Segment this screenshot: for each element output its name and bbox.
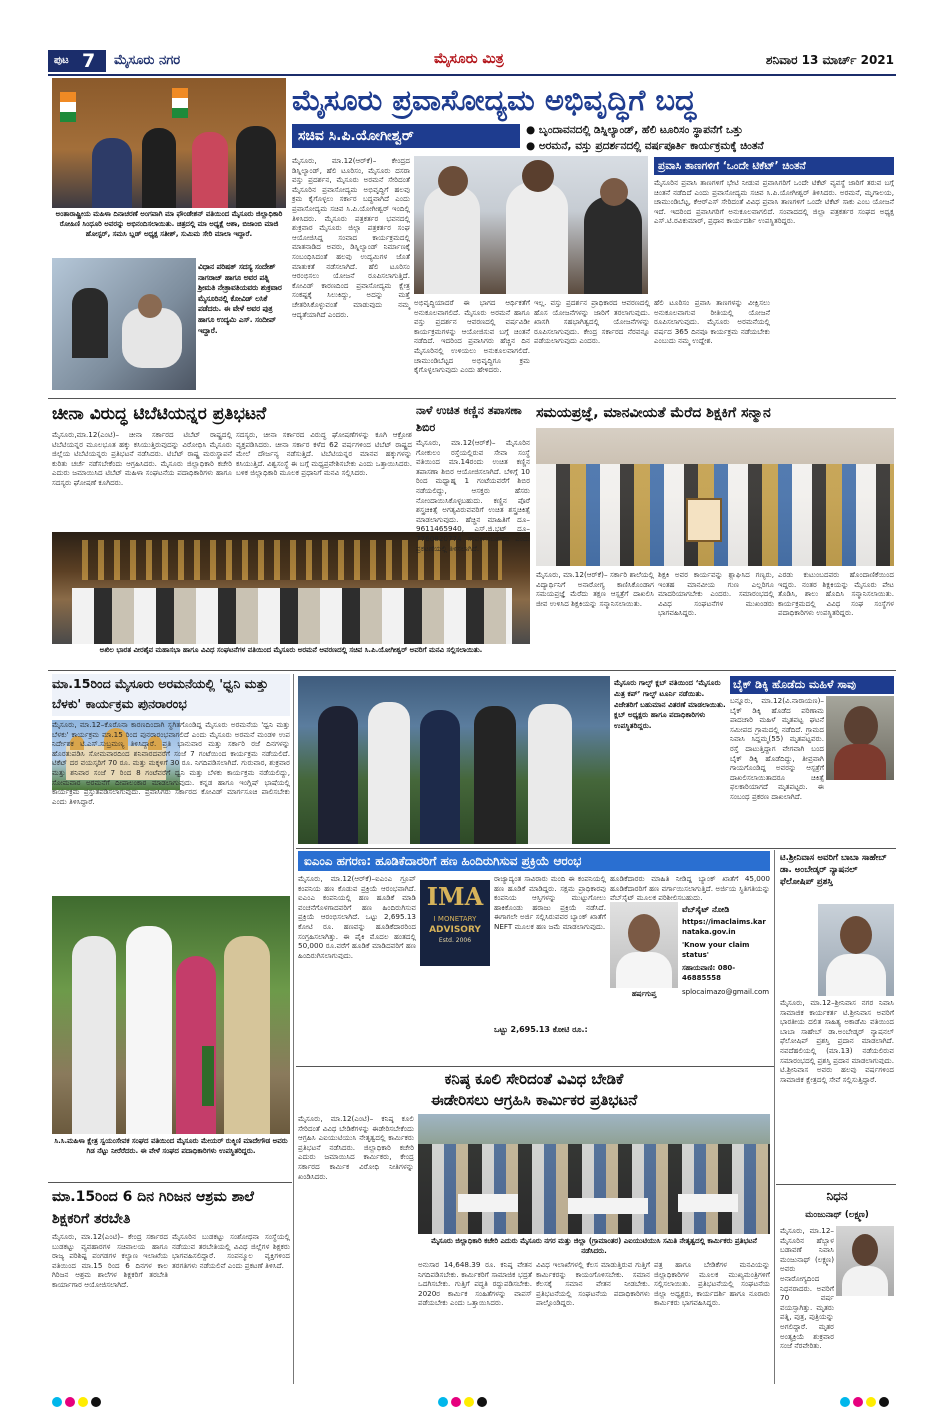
golf-award-caption: ಮೈಸೂರು ಗಾಲ್ಫ್ ಕ್ಲಬ್ ವತಿಯಿಂದ ‘ಮೈಸೂರು ಮಿತ್ರ ಕಪ್’ ಗಾಲ್ಫ್ ಟೂರ್ನಿ ನಡೆಯಿತು. ವಿಜೇತರಿಗೆ ಬಹುಮಾನ ವಿತರಣೆ ಮಾಡಲಾಯಿತು. ಕ್ಲಬ್ ಅಧ್ಯಕ್ಷರು ಹಾಗೂ ಪದಾಧಿಕಾರಿಗಳು ಉಪಸ್ಥಿತರಿದ್ದರು. (614, 678, 726, 731)
honor-col-2: ಶಿಕ್ಷಕಿ ಅವರ ಕಾರ್ಯವನ್ನು ಶ್ಲಾಘಿಸಿದ ಗಣ್ಯರು, ಇಂತಹ ಮಾನವೀಯ ಗುಣ ಎಲ್ಲರಿಗೂ ಮಾದರಿಯಾಗಬೇಕು ಎಂದರು. ಸಮಾರಂಭದಲ್ಲಿ ವಿವಿಧ ಸಂಘಟನೆಗಳ ಮುಖಂಡರು ಭಾಗವಹಿಸಿದ್ದರು. (658, 570, 774, 618)
obituary-headline: ನಿಧನ (826, 1189, 848, 1203)
tribal-col-2: ಮೈಸೂರಿನ ಬುಡಕಟ್ಟು ಸಂಶೋಧನಾ ಸಂಸ್ಥೆಯಲ್ಲಿ ನಡೆಯುವ ತರಬೇತಿಯಲ್ಲಿ ವಿವಿಧ ಜಿಲ್ಲೆಗಳ ಶಿಕ್ಷಕರು ಭಾಗವಹಿಸಲಿದ್ದಾರೆ. ಸಂಪನ್ಮೂಲ ವ್ಯಕ್ತಿಗಳಿಂದ ತರಗತಿಗಳು ನಡೆಯಲಿವೆ ಎಂದು ಪ್ರಕಟಣೆ ತಿಳಿಸಿದೆ. (172, 1232, 290, 1270)
workers-headline-2: ಈಡೇರಿಸಲು ಆಗ್ರಹಿಸಿ ಕಾರ್ಮಿಕರ ಪ್ರತಿಭಟನೆ (430, 1091, 638, 1109)
tribal-col-1: ಮೈಸೂರು, ಮಾ.12(ಎಂಟಿ)– ಕೇಂದ್ರ ಸರ್ಕಾರದ ಬುಡಕಟ್ಟು ವ್ಯವಹಾರಗಳ ಸಚಿವಾಲಯ ಹಾಗೂ ರಾಜ್ಯ ಪರಿಶಿಷ್ಟ ಪಂಗಡಗಳ ಕಲ್ಯಾಣ ಇಲಾಖೆಯ ವತಿಯಿಂದ ಮಾ.15 ರಿಂದ 6 ದಿನಗಳ ಕಾಲ ಗಿರಿಜನ ಆಶ್ರಮ ಶಾಲೆಗಳ ಶಿಕ್ಷಕರಿಗೆ ತರಬೇತಿ ಕಾರ್ಯಾಗಾರ ಆಯೋಜಿಸಲಾಗಿದೆ. (52, 1232, 168, 1289)
ima-logo-estd: Estd. 2006 (438, 937, 472, 944)
header-rule (48, 74, 896, 76)
lead-col-3: ಇಲ್ಲ. ವಸ್ತು ಪ್ರದರ್ಶನ ಪ್ರಾಧಿಕಾರದ ಆವರಣದಲ್ಲಿ ಹೊಸ ಯೋಜನೆಗಳನ್ನು ಜಾರಿಗೆ ತರಲಾಗುವುದು. ಖಾಸಗಿ ಸಹಭಾಗಿತ್ವದಲ್ಲಿ ಯೋಜನೆಗಳನ್ನು ರೂಪಿಸಲಾಗುವುದು. ಕೇಂದ್ರ ಸರ್ಕಾರದ ನೆರವನ್ನೂ ಪಡೆಯಲಾಗುವುದು ಎಂದರು. (534, 298, 650, 346)
mahila-day-caption: ಅಂತಾರಾಷ್ಟ್ರೀಯ ಮಹಿಳಾ ದಿನಾಚರಣೆ ಅಂಗವಾಗಿ ಮಾ ಫೌಂಡೇಶನ್ ವತಿಯಿಂದ ಮೈಸೂರು ಜಿಲ್ಲಾಧಿಕಾರಿ ರೋಹಿಣಿ ಸಿಂಧೂರಿ ಅವರನ್ನು ಅಭಿನಂದಿಸಲಾಯಿತು. ಚಿತ್ರದಲ್ಲಿ ಮಾ ಅಧ್ಯಕ್ಷೆ ಆಶಾ, ಬಿಜಾಂಬಿ ಮಾಜಿ ಹೋಸ್ಟರ್, ಸಮಸಿ ಬ್ಲಡ್ ಅಧ್ಯಕ್ಷ ಸತೀಶ್, ಸುಮಿಮ ಸೇರಿ ಮಾಲಾ ಇದ್ದಾರೆ. (55, 210, 283, 238)
workers-col-1: ಮೈಸೂರು, ಮಾ.12(ಎಂಟಿ)– ಕನಿಷ್ಠ ಕೂಲಿ ಸೇರಿದಂತೆ ವಿವಿಧ ಬೇಡಿಕೆಗಳನ್ನು ಈಡೇರಿಸಬೇಕೆಂದು ಆಗ್ರಹಿಸಿ ಎಐಯುಟಿಯುಸಿ ನೇತೃತ್ವದಲ್ಲಿ ಕಾರ್ಮಿಕರು ಪ್ರತಿಭಟನೆ ನಡೆಸಿದರು. ಜಿಲ್ಲಾಧಿಕಾರಿ ಕಚೇರಿ ಎದುರು ಜಮಾಯಿಸಿದ ಕಾರ್ಮಿಕರು, ಕೇಂದ್ರ ಸರ್ಕಾರದ ಕಾರ್ಮಿಕ ವಿರೋಧಿ ನೀತಿಗಳನ್ನು ಖಂಡಿಸಿದರು. (298, 1114, 414, 1181)
ima-website-url[interactable]: https://imaclaims.karnataka.gov.in (682, 918, 766, 936)
edition-date: ಶನಿವಾರ 13 ಮಾರ್ಚ್ 2021 (765, 53, 894, 67)
ima-col-2: ರಾಜ್ಯಾದ್ಯಂತ ಸಾವಿರಾರು ಮಂದಿ ಈ ಕಂಪನಿಯಲ್ಲಿ ಹಣ ಹೂಡಿಕೆ ಮಾಡಿದ್ದರು. ಸಕ್ಷಮ ಪ್ರಾಧಿಕಾರವು ಕಂಪನಿಯ ಆಸ್ತಿಗಳನ್ನು ಮುಟ್ಟುಗೋಲು ಹಾಕಿಕೊಂಡು ಹರಾಜು ಪ್ರಕ್ರಿಯೆ ನಡೆಸಿದೆ. ಈಗಾಗಲೇ ಅರ್ಜಿ ಸಲ್ಲಿಸಿರುವವರ ಬ್ಯಾಂಕ್ ಖಾತೆಗೆ NEFT ಮೂಲಕ ಹಣ ಜಮೆ ಮಾಡಲಾಗುವುದು. (494, 874, 606, 931)
ima-claim-status: 'Know your claim status' (682, 941, 750, 959)
registration-marks-right (840, 1392, 920, 1404)
palace-body: ಮೈಸೂರು, ಮಾ.12–ಕೊರೊನಾ ಕಾರಣದಿಂದಾಗಿ ಸ್ಥಗಿತಗೊಂಡಿದ್ದ ಮೈಸೂರು ಅರಮನೆಯ 'ಧ್ವನಿ ಮತ್ತು ಬೆಳಕು' ಕಾರ್ಯಕ್ರಮ ಮಾ.15 ರಿಂದ ಪುನರಾರಂಭವಾಗಲಿದೆ ಎಂದು ಮೈಸೂರು ಅರಮನೆ ಮಂಡಳಿ ಉಪ ನಿರ್ದೇಶಕ ಟಿ.ಎಸ್.ಸುಬ್ರಮಣ್ಯ ತಿಳಿಸಿದ್ದಾರೆ. ಪ್ರತಿ ಭಾನುವಾರ ಮತ್ತು ಸರ್ಕಾರಿ ರಜೆ ದಿನಗಳನ್ನು ಹೊರತುಪಡಿಸಿ ಸೋಮವಾರದಿಂದ ಶನಿವಾರದವರೆಗೆ ಸಂಜೆ 7 ಗಂಟೆಯಿಂದ ಕಾರ್ಯಕ್ರಮ ನಡೆಯಲಿದೆ. ಟಿಕೆಟ್ ದರ ವಯಸ್ಕರಿಗೆ 70 ರೂ. ಮತ್ತು ಮಕ್ಕಳಿಗೆ 30 ರೂ. ನಿಗದಿಪಡಿಸಲಾಗಿದೆ. ಗುರುವಾರ, ಶುಕ್ರವಾರ ಮತ್ತು ಶನಿವಾರ ಸಂಜೆ 7 ರಿಂದ 8 ಗಂಟೆವರೆಗೆ ಧ್ವನಿ ಮತ್ತು ಬೆಳಕು ಕಾರ್ಯಕ್ರಮ ನಡೆಯಲಿದ್ದು, ಸೋಮವಾರ ಅರಮನೆಗೆ ದೀಪಾಲಂಕಾರ ಮಾಡಲಾಗುವುದು. ಕನ್ನಡ ಹಾಗೂ ಇಂಗ್ಲಿಷ್ ಭಾಷೆಯಲ್ಲಿ ಕಾರ್ಯಕ್ರಮ ಪ್ರಸ್ತುತಪಡಿಸಲಾಗುವುದು. ಪ್ರವಾಸಿಗರು ಸರ್ಕಾರದ ಕೋವಿಡ್ ಮಾರ್ಗಸೂಚಿ ಪಾಲಿಸಬೇಕು ಎಂದು ತಿಳಿಸಿದ್ದಾರೆ. (52, 720, 290, 806)
ima-logo-name: IMA (426, 882, 484, 911)
lead-col-5: ಮೈಸೂರಿನ ಪ್ರವಾಸಿ ತಾಣಗಳಿಗೆ ಭೇಟಿ ನೀಡುವ ಪ್ರವಾಸಿಗರಿಗೆ ಒಂದೇ ಟಿಕೆಟ್ ವ್ಯವಸ್ಥೆ ಜಾರಿಗೆ ತರುವ ಬಗ್ಗೆ ಚಿಂತನೆ ನಡೆದಿದೆ ಎಂದು ಪ್ರವಾಸೋದ್ಯಮ ಸಚಿವ ಸಿ.ಪಿ.ಯೋಗೀಶ್ವರ್ ತಿಳಿಸಿದರು. ಅರಮನೆ, ಮೃಗಾಲಯ, ಚಾಮುಂಡಿಬೆಟ್ಟ, ಕೆಆರ್‌ಎಸ್ ಸೇರಿದಂತೆ ವಿವಿಧ ಪ್ರವಾಸಿ ತಾಣಗಳಿಗೆ ಒಂದೇ ಟಿಕೆಟ್ ಸಾಕು ಎಂಬ ಯೋಜನೆ ಇದೆ. ಇದರಿಂದ ಪ್ರವಾಸಿಗರಿಗೆ ಅನುಕೂಲವಾಗಲಿದೆ. ಸಂವಾದದಲ್ಲಿ ಜಿಲ್ಲಾ ಪತ್ರಕರ್ತರ ಸಂಘದ ಅಧ್ಯಕ್ಷ ಎಸ್.ಟಿ.ರವಿಕುಮಾರ್, ಪ್ರಧಾನ ಕಾರ್ಯದರ್ಶಿ ಉಪಸ್ಥಿತರಿದ್ದರು. (654, 178, 894, 226)
eye-camp-headline: ನಾಳೆ ಉಚಿತ ಕಣ್ಣಿನ ತಪಾಸಣಾ ಶಿಬಿರ (416, 404, 522, 434)
ima-logo-line-2: ADVISORY (429, 925, 481, 935)
ima-helpline: ಸಹಾಯವಾಣಿ: 080-46885558 (682, 964, 736, 982)
ima-total-label: ಒಟ್ಟು 2,695.13 ಕೋಟಿ ರೂ.: (494, 1025, 588, 1034)
page-label: ಪುಟ (54, 55, 69, 66)
china-col-1: ಮೈಸೂರು,ಮಾ.12(ಎಂಟಿ)– ಚೀನಾ ಸರ್ಕಾರದ ಟಿಬೆಟ್ ರಾಷ್ಟ್ರದಲ್ಲಿ ಟಿಬೆಟಿಯನ್ನರ ಮೂಲಭೂತ ಹಕ್ಕು ಕಸಿಯುತ್ತಿರುವುದನ್ನು ವಿರೋಧಿಸಿ ಮೈಸೂರು ಜಿಲ್ಲೆಯ ಟಿಬೆಟಿಯನ್ನರು ಪ್ರತಿಭಟನೆ ನಡೆಸಿದರು. ಟಿಬೆಟ್ ರಾಷ್ಟ್ರ ಮರುಸ್ಥಾಪನೆ ಕುರಿತು ಚರ್ಚೆ ನಡೆಸಬೇಕೆಂದು ಆಗ್ರಹಿಸಿದರು. ಮೈಸೂರು ಜಿಲ್ಲಾಧಿಕಾರಿ ಕಚೇರಿ ಎದುರು ಜಮಾಯಿಸಿದ ಟಿಬೆಟ್ ಮಹಿಳಾ ಸಂಘಟನೆಯ ಪದಾಧಿಕಾರಿಗಳು ಹಾಗೂ ಸದಸ್ಯರು ಘೋಷಣೆ ಕೂಗಿದರು. (52, 430, 232, 487)
page-number: 7 (82, 50, 96, 72)
ima-photo-caption: ಹರ್ಷಗುಪ್ತ (631, 990, 657, 998)
honor-headline: ಸಮಯಪ್ರಜ್ಞೆ, ಮಾನವೀಯತೆ ಮೆರೆದ ಶಿಕ್ಷಕಿಗೆ ಸನ್ಮಾನ (536, 405, 771, 421)
obituary-photo (836, 1226, 894, 1296)
ima-official-photo (610, 902, 678, 988)
palace-headline: ಮಾ.15ರಿಂದ ಮೈಸೂರು ಅರಮನೆಯಲ್ಲಿ 'ಧ್ವನಿ ಮತ್ತು ಬೆಳಕು' ಕಾರ್ಯಕ್ರಮ ಪುನರಾರಂಭ (52, 674, 290, 716)
bike-victim-photo (826, 696, 894, 780)
golf-award-photo (298, 676, 610, 844)
workers-protest-photo (418, 1114, 770, 1234)
workers-col-2: ಅನುಸಾರ 14,648.39 ರೂ. ಕನಿಷ್ಠ ವೇತನ ನಿಗದಿಪಡಿಸಬೇಕು. ಕಾರ್ಮಿಕರಿಗೆ ಸಾಮಾಜಿಕ ಭದ್ರತೆ ಒದಗಿಸಬೇಕು. ಗುತ್ತಿಗೆ ಪದ್ಧತಿ ರದ್ದುಪಡಿಸಬೇಕು. 2020ರ ಕಾರ್ಮಿಕ ಸಂಹಿತೆಗಳನ್ನು ವಾಪಸ್ ಪಡೆಯಬೇಕು ಎಂದು ಒತ್ತಾಯಿಸಿದರು. (418, 1260, 532, 1308)
lead-col-4: ಹೆಲಿ ಟೂರಿಸಂ ಪ್ರವಾಸಿ ತಾಣಗಳನ್ನು ವೀಕ್ಷಿಸಲು ಅನುಕೂಲವಾಗುವ ರೀತಿಯಲ್ಲಿ ಯೋಜನೆ ರೂಪಿಸಲಾಗುವುದು. ಮೈಸೂರು ಅರಮನೆಯಲ್ಲಿ ವರ್ಷದ 365 ದಿನವೂ ಕಾರ್ಯಕ್ರಮ ನಡೆಯಬೇಕು ಎಂಬುದು ನಮ್ಮ ಉದ್ದೇಶ. (654, 298, 770, 346)
ima-headline: ಐಎಂಎ ಹಗರಣ: ಹೂಡಿಕೆದಾರರಿಗೆ ಹಣ ಹಿಂದಿರುಗಿಸುವ ಪ್ರಕ್ರಿಯೆ ಆರಂಭ (298, 851, 770, 871)
lead-col-2: ಅಭಿವೃದ್ಧಿಯಾದರೆ ಈ ಭಾಗದ ಆರ್ಥಿಕತೆಗೆ ಅನುಕೂಲವಾಗಲಿದೆ. ಮೈಸೂರು ಅರಮನೆ ಹಾಗೂ ವಸ್ತು ಪ್ರದರ್ಶನ ಆವರಣದಲ್ಲಿ ವರ್ಷವಿಡೀ ಕಾರ್ಯಕ್ರಮಗಳನ್ನು ಆಯೋಜಿಸುವ ಬಗ್ಗೆ ಚಿಂತನೆ ನಡೆದಿದೆ. ಇದರಿಂದ ಪ್ರವಾಸಿಗರು ಹೆಚ್ಚಿನ ದಿನ ಮೈಸೂರಿನಲ್ಲಿ ಉಳಿಯಲು ಅನುಕೂಲವಾಗಲಿದೆ. ಚಾಮುಂಡಿಬೆಟ್ಟದ ಅಭಿವೃದ್ಧಿಗೂ ಕ್ರಮ ಕೈಗೊಳ್ಳಲಾಗುವುದು ಎಂದು ಹೇಳಿದರು. (414, 298, 530, 375)
page-header (48, 50, 896, 72)
honor-col-1: ಮೈಸೂರು, ಮಾ.12(ಆರ್‌ಕೆ)– ಸರ್ಕಾರಿ ಶಾಲೆಯಲ್ಲಿ ವಿದ್ಯಾರ್ಥಿನಿಗೆ ಅನಾರೋಗ್ಯ ಕಾಣಿಸಿಕೊಂಡಾಗ ಸಮಯಪ್ರಜ್ಞೆ ಮೆರೆದು ತಕ್ಷಣ ಆಸ್ಪತ್ರೆಗೆ ದಾಖಲಿಸಿ ಜೀವ ಉಳಿಸಿದ ಶಿಕ್ಷಕಿಯನ್ನು ಸನ್ಮಾನಿಸಲಾಯಿತು. (536, 570, 654, 608)
lead-col-1: ಮೈಸೂರು, ಮಾ.12(ಆರ್‌ಕೆ)– ಕೇಂದ್ರದ ಡಿಸ್ನಿಲ್ಯಾಂಡ್, ಹೆಲಿ ಟೂರಿಸಂ, ಮೈಸೂರು ದಸರಾ ವಸ್ತು ಪ್ರದರ್ಶನ, ಮೈಸೂರು ಅರಮನೆ ಸೇರಿದಂತೆ ಮೈಸೂರಿನ ಪ್ರವಾಸೋದ್ಯಮ ಅಭಿವೃದ್ಧಿಗೆ ಹಲವು ಕ್ರಮ ಕೈಗೊಳ್ಳಲು ಸರ್ಕಾರ ಬದ್ಧವಾಗಿದೆ ಎಂದು ಪ್ರವಾಸೋದ್ಯಮ ಸಚಿವ ಸಿ.ಪಿ.ಯೋಗೀಶ್ವರ್ ಇಂದಿಲ್ಲಿ ತಿಳಿಸಿದರು. ಮೈಸೂರು ಪತ್ರಕರ್ತರ ಭವನದಲ್ಲಿ ಶುಕ್ರವಾರ ಮೈಸೂರು ಜಿಲ್ಲಾ ಪತ್ರಕರ್ತರ ಸಂಘ ಆಯೋಜಿಸಿದ್ದ ಸಂವಾದ ಕಾರ್ಯಕ್ರಮದಲ್ಲಿ ಮಾತನಾಡಿದ ಅವರು, ಡಿಸ್ನಿಲ್ಯಾಂಡ್ ನಿರ್ಮಾಣಕ್ಕೆ ಸಂಬಂಧಿಸಿದಂತೆ ಹಲವು ಉದ್ಯಮಿಗಳ ಜೊತೆ ಮಾತುಕತೆ ನಡೆಸಲಾಗಿದೆ. ಹೆಲಿ ಟೂರಿಸಂ ಆರಂಭಿಸಲು ಯೋಜನೆ ರೂಪಿಸಲಾಗುತ್ತಿದೆ. ಕೋವಿಡ್ ಕಾರಣದಿಂದ ಪ್ರವಾಸೋದ್ಯಮ ಕ್ಷೇತ್ರ ಸಂಕಷ್ಟಕ್ಕೆ ಸಿಲುಕಿದ್ದು, ಅದನ್ನು ಮತ್ತೆ ಚೇತರಿಸಿಕೊಳ್ಳುವಂತೆ ಮಾಡುವುದು ನಮ್ಮ ಆದ್ಯತೆಯಾಗಿದೆ ಎಂದರು. (292, 156, 410, 319)
china-headline: ಚೀನಾ ವಿರುದ್ಧ ಟಿಬೆಟಿಯನ್ನರ ಪ್ರತಿಭಟನೆ (52, 404, 267, 424)
divider-1 (48, 398, 896, 399)
divider-v2 (774, 850, 775, 1384)
ima-logo (420, 880, 490, 966)
award-headline: ಟಿ.ಶ್ರೀನಿವಾಸ ಅವರಿಗೆ ಬಾಬಾ ಸಾಹೇಬ್ ಡಾ. ಅಂಬೇಡ್ಕರ್ ನ್ಯಾಷನಲ್ ಫೆಲೋಷಿಪ್ ಪ್ರಶಸ್ತಿ (780, 853, 887, 887)
mahila-day-photo (52, 78, 286, 208)
registration-marks-left (52, 1392, 132, 1404)
masthead: ಮೈಸೂರು ಮಿತ್ರ (434, 51, 504, 67)
workers-col-3: ವಿವಿಧ ಇಲಾಖೆಗಳಲ್ಲಿ ಕೆಲಸ ಮಾಡುತ್ತಿರುವ ಗುತ್ತಿಗೆ ಕಾರ್ಮಿಕರನ್ನು ಕಾಯಂಗೊಳಿಸಬೇಕು. ಸಮಾನ ಕೆಲಸಕ್ಕೆ ಸಮಾನ ವೇತನ ನೀಡಬೇಕು. ಪ್ರತಿಭಟನೆಯಲ್ಲಿ ಸಂಘಟನೆಯ ಪದಾಧಿಕಾರಿಗಳು ಪಾಲ್ಗೊಂಡಿದ್ದರು. (536, 1260, 650, 1308)
lead-press-meet-photo (414, 156, 648, 294)
lead-minister-tag: ಸಚಿವ ಸಿ.ಪಿ.ಯೋಗೀಶ್ವರ್ (292, 124, 520, 148)
vaccine-caption: ವಿಧಾನ ಪರಿಷತ್ ಸದಸ್ಯ ಸಂದೇಶ್ ನಾಗರಾಜ್ ಹಾಗೂ ಅವರ ಪತ್ನಿ ಶ್ರೀಮತಿ ನೇತ್ರಾವತಿಯವರು ಶುಕ್ರವಾರ ಮೈಸೂರಿನಲ್ಲಿ ಕೋವಿಡ್ ಲಸಿಕೆ ಪಡೆದರು. ಈ ವೇಳೆ ಅವರ ಪುತ್ರ ಹಾಗೂ ಉದ್ಯಮಿ ಎಸ್. ಸಂದೀಪ್ ಇದ್ದಾರೆ. (198, 262, 282, 335)
lead-bullet-2: ● ಅರಮನೆ, ವಸ್ತು ಪ್ರದರ್ಶನದಲ್ಲಿ ವರ್ಷಪೂರ್ತಿ ಕಾರ್ಯಕ್ರಮಕ್ಕೆ ಚಿಂತನೆ (526, 140, 764, 152)
registration-marks-center (438, 1392, 518, 1404)
ima-website-label: ವೆಬ್‌ಸೈಟ್ ನೋಡಿ (682, 905, 730, 914)
ima-col-3: ಹೂಡಿಕೆದಾರರು ಮಾಹಿತಿ ನೀಡಿದ್ದ ಬ್ಯಾಂಕ್ ಖಾತೆಗೆ 45,000 ಹೂಡಿಕೆದಾರರಿಗೆ ಹಣ ವರ್ಗಾಯಿಸಲಾಗುತ್ತಿದೆ. ಅರ್ಜಿಯ ಸ್ಥಿತಿಗತಿಯನ್ನು ವೆಬ್‌ಸೈಟ್ ಮೂಲಕ ಪರಿಶೀಲಿಸಬಹುದು. (610, 874, 770, 903)
divider-5 (776, 1184, 896, 1185)
divider-3 (48, 1182, 292, 1183)
award-photo (818, 904, 894, 996)
bike-headline: ಬೈಕ್ ಡಿಕ್ಕಿ ಹೊಡೆದು ಮಹಿಳೆ ಸಾವು (730, 676, 894, 694)
divider-v1 (293, 674, 294, 1384)
sapling-caption: ಸಿ.ಸಿ.ಮಹಿಳಾ ಕ್ಷೇತ್ರ ಸ್ವಯಂಸೇವಕ ಸಂಘದ ವತಿಯಿಂದ ಮೈಸೂರು ಮೇಯರ್ ರುಕ್ಮಿಣಿ ಮಾದೇಗೌಡ ಅವರು ಗಿಡ ನೆಟ್ಟು ನೀರೆರೆದರು. ಈ ವೇಳೆ ಸಂಘದ ಪದಾಧಿಕಾರಿಗಳು ಉಪಸ್ಥಿತರಿದ್ದರು. (54, 1137, 288, 1156)
lead-subhead: ಪ್ರವಾಸಿ ತಾಣಗಳಿಗೆ ‘ಒಂದೇ ಟಿಕೆಟ್’ ಚಿಂತನೆ (654, 157, 894, 175)
china-col-2: ಸದಸ್ಯರು, ಚೀನಾ ಸರ್ಕಾರದ ವಿರುದ್ಧ ಘೋಷಣೆಗಳನ್ನು ಕೂಗಿ ಆಕ್ರೋಶ ವ್ಯಕ್ತಪಡಿಸಿದರು. ಚೀನಾ ಸರ್ಕಾರ ಕಳೆದ 62 ವರ್ಷಗಳಿಂದ ಟಿಬೆಟ್ ರಾಷ್ಟ್ರದ ಮೇಲೆ ದೌರ್ಜನ್ಯ ನಡೆಸುತ್ತಿದೆ. ಟಿಬೆಟಿಯನ್ನರ ಮಾನವ ಹಕ್ಕುಗಳನ್ನು ಕಸಿಯುತ್ತಿದೆ. ವಿಶ್ವಸಂಸ್ಥೆ ಈ ಬಗ್ಗೆ ಮಧ್ಯಪ್ರವೇಶಿಸಬೇಕು ಎಂದು ಒತ್ತಾಯಿಸಿದರು. ಬಳಿಕ ಜಿಲ್ಲಾಧಿಕಾರಿ ಮೂಲಕ ಪ್ರಧಾನಿಗೆ ಮನವಿ ಸಲ್ಲಿಸಿದರು. (236, 430, 412, 478)
ima-email[interactable]: splocaimazo@gmail.com (682, 987, 770, 996)
memorandum-caption: ಅಖಿಲ ಭಾರತ ವೀರಶೈವ ಮಹಾಸಭಾ ಹಾಗೂ ವಿವಿಧ ಸಂಘಟನೆಗಳ ವತಿಯಿಂದ ಮೈಸೂರು ಅರಮನೆ ಆವರಣದಲ್ಲಿ ಸಚಿವ ಸಿ.ಪಿ.ಯೋಗೀಶ್ವರ್ ಅವರಿಗೆ ಮನವಿ ಸಲ್ಲಿಸಲಾಯಿತು. (99, 646, 483, 654)
workers-col-1c (298, 1214, 414, 1380)
honor-col-3: ಎರಡು ಕುಟುಂಬದವರು ಹೊಂದಾಣಿಕೆಯಿಂದ ಇದ್ದರು. ನಂತರ ಶಿಕ್ಷಕಿಯನ್ನು ಮೈಸೂರು ಪೇಟ ತೊಡಿಸಿ, ಶಾಲು ಹೊದಿಸಿ ಸನ್ಮಾನಿಸಲಾಯಿತು. ಕಾರ್ಯಕ್ರಮದಲ್ಲಿ ವಿವಿಧ ಸಂಘ ಸಂಸ್ಥೆಗಳ ಪದಾಧಿಕಾರಿಗಳು ಉಪಸ್ಥಿತರಿದ್ದರು. (778, 570, 894, 618)
obituary-name: ಮಂಜುನಾಥ್ (ಲಕ್ಷ್ಮಣ) (805, 1210, 869, 1220)
section-name: ಮೈಸೂರು ನಗರ (114, 53, 181, 68)
divider-4 (296, 848, 896, 849)
eye-camp-body: ಮೈಸೂರು, ಮಾ.12(ಆರ್‌ಕೆ)– ಮೈಸೂರಿನ ಗೋಕುಲಂ ರಸ್ತೆಯಲ್ಲಿರುವ ಸೇವಾ ಸಂಸ್ಥೆ ವತಿಯಿಂದ ಮಾ.14ರಂದು ಉಚಿತ ಕಣ್ಣಿನ ತಪಾಸಣಾ ಶಿಬಿರ ಆಯೋಜಿಸಲಾಗಿದೆ. ಬೆಳಿಗ್ಗೆ 10 ರಿಂದ ಮಧ್ಯಾಹ್ನ 1 ಗಂಟೆಯವರೆಗೆ ಶಿಬಿರ ನಡೆಯಲಿದ್ದು, ಆಸಕ್ತರು ಹೆಸರು ನೋಂದಾಯಿಸಿಕೊಳ್ಳಬಹುದು. ಕಣ್ಣಿನ ಪೊರೆ ಶಸ್ತ್ರಚಿಕಿತ್ಸೆ ಅಗತ್ಯವಿರುವವರಿಗೆ ಉಚಿತ ಶಸ್ತ್ರಚಿಕಿತ್ಸೆ ಮಾಡಲಾಗುವುದು. ಹೆಚ್ಚಿನ ಮಾಹಿತಿಗೆ ದೂ– 9611465940, ಎಸ್.ಜಿ.ಭಟ್ ದೂ– 7760820774 ಸಂಪರ್ಕಿಸಬಹುದು ಎಂದು ಪ್ರಕಟಣೆಯಲ್ಲಿ ತಿಳಿಸಲಾಗಿದೆ. (416, 438, 530, 553)
obituary-body: ಮೈಸೂರು, ಮಾ.12–ಮೈಸೂರಿನ ಹೆಬ್ಬಾಳ ಬಡಾವಣೆ ನಿವಾಸಿ ಮಂಜುನಾಥ್ (ಲಕ್ಷ್ಮಣ) ಅವರು ಅನಾರೋಗ್ಯದಿಂದ ನಿಧನರಾದರು. ಅವರಿಗೆ 70 ವರ್ಷ ವಯಸ್ಸಾಗಿತ್ತು. ಮೃತರು ಪತ್ನಿ, ಪುತ್ರ, ಪುತ್ರಿಯನ್ನು ಅಗಲಿದ್ದಾರೆ. ಮೃತರ ಅಂತ್ಯಕ್ರಿಯೆ ಶುಕ್ರವಾರ ಸಂಜೆ ನೆರವೇರಿತು. (780, 1226, 834, 1351)
lead-headline: ಮೈಸೂರು ಪ್ರವಾಸೋದ್ಯಮ ಅಭಿವೃದ್ಧಿಗೆ ಬದ್ಧ (292, 83, 697, 117)
ima-website-block (682, 904, 770, 1064)
bike-body: ಬನ್ನೂರು, ಮಾ.12(ವಿ.ನಾರಾಯಣ)– ಬೈಕ್ ಡಿಕ್ಕಿ ಹೊಡೆದ ಪರಿಣಾಮ ಪಾದಚಾರಿ ಮಹಿಳೆ ಮೃತಪಟ್ಟ ಘಟನೆ ಸಮೀಪದ ಗ್ರಾಮದಲ್ಲಿ ನಡೆದಿದೆ. ಗ್ರಾಮದ ನಿವಾಸಿ ಸಿದ್ದಮ್ಮ(55) ಮೃತಪಟ್ಟವರು. ರಸ್ತೆ ದಾಟುತ್ತಿದ್ದಾಗ ವೇಗವಾಗಿ ಬಂದ ಬೈಕ್ ಡಿಕ್ಕಿ ಹೊಡೆದಿದ್ದು, ತೀವ್ರವಾಗಿ ಗಾಯಗೊಂಡಿದ್ದ ಅವರನ್ನು ಆಸ್ಪತ್ರೆಗೆ ದಾಖಲಿಸಲಾಯಿತಾದರೂ ಚಿಕಿತ್ಸೆ ಫಲಕಾರಿಯಾಗದೆ ಮೃತಪಟ್ಟರು. ಈ ಸಂಬಂಧ ಪ್ರಕರಣ ದಾಖಲಾಗಿದೆ. (730, 696, 824, 801)
workers-photo-caption: ಮೈಸೂರು ಜಿಲ್ಲಾಧಿಕಾರಿ ಕಚೇರಿ ಎದುರು ಮೈಸೂರು ನಗರ ಮತ್ತು ಜಿಲ್ಲಾ (ಗ್ರಾಮಾಂತರ) ಎಐಯುಟಿಯುಸಿ ಸಮಿತಿ ನೇತೃತ್ವದಲ್ಲಿ ಕಾರ್ಮಿಕರು ಪ್ರತಿಭಟನೆ ನಡೆಸಿದರು. (431, 1237, 757, 1255)
ima-col-1: ಮೈಸೂರು, ಮಾ.12(ಆರ್‌ಕೆ)–ಐಎಂಎ ಗ್ರೂಪ್ ಕಂಪನಿಯ ಹಣ ಕೊಡುವ ಪ್ರಕ್ರಿಯೆ ಆರಂಭವಾಗಿದೆ. ಐಎಂಎ ಕಂಪನಿಯಲ್ಲಿ ಹಣ ಹೂಡಿಕೆ ಮಾಡಿ ವಂಚನೆಗೊಳಗಾದವರಿಗೆ ಹಣ ಹಿಂದಿರುಗಿಸುವ ಪ್ರಕ್ರಿಯೆ ಆರಂಭಿಸಲಾಗಿದೆ. ಒಟ್ಟು 2,695.13 ಕೋಟಿ ರೂ. ಹಣವನ್ನು ಹೂಡಿಕೆದಾರರಿಂದ ಸಂಗ್ರಹಿಸಲಾಗಿತ್ತು. ಈ ಪೈಕಿ ಮೊದಲ ಹಂತದಲ್ಲಿ 50,000 ರೂ.ವರೆಗೆ ಹೂಡಿಕೆ ಮಾಡಿದವರಿಗೆ ಹಣ ಹಿಂದಿರುಗಿಸಲಾಗುವುದು. (298, 874, 416, 960)
divider-2 (48, 670, 896, 671)
honor-photo (536, 428, 894, 566)
sapling-photo (52, 896, 290, 1134)
lead-bullet-1: ● ಬೃಂದಾವನದಲ್ಲಿ ಡಿಸ್ನಿಲ್ಯಾಂಡ್, ಹೆಲಿ ಟೂರಿಸಂ ಸ್ಥಾಪನೆಗೆ ಒತ್ತು (526, 124, 743, 136)
page-number-box (48, 50, 106, 72)
ima-logo-line-1: I MONETARY (433, 915, 477, 923)
lead-bullet-2-text: ಅರಮನೆ, ವಸ್ತು ಪ್ರದರ್ಶನದಲ್ಲಿ ವರ್ಷಪೂರ್ತಿ ಕಾರ್ಯಕ್ರಮಕ್ಕೆ ಚಿಂತನೆ (538, 140, 764, 152)
award-body-text: ಮೈಸೂರು, ಮಾ.12–ಶ್ರೀನಿವಾಸ ನಗರ ನಿವಾಸಿ ಸಾಮಾಜಿಕ ಕಾರ್ಯಕರ್ತ ಟಿ.ಶ್ರೀನಿವಾಸ ಅವರಿಗೆ ಭಾರತೀಯ ದಲಿತ ಸಾಹಿತ್ಯ ಅಕಾಡೆಮಿ ವತಿಯಿಂದ ಬಾಬಾ ಸಾಹೇಬ್ ಡಾ.ಅಂಬೇಡ್ಕರ್ ನ್ಯಾಷನಲ್ ಫೆಲೋಷಿಪ್ ಪ್ರಶಸ್ತಿ ಪ್ರದಾನ ಮಾಡಲಾಗಿದೆ. ನವದೆಹಲಿಯಲ್ಲಿ (ಮಾ.13) ನಡೆಯಲಿರುವ ಸಮಾರಂಭದಲ್ಲಿ ಪ್ರಶಸ್ತಿ ಪ್ರದಾನ ಮಾಡಲಾಗುವುದು. ಟಿ.ಶ್ರೀನಿವಾಸ ಅವರು ಹಲವು ವರ್ಷಗಳಿಂದ ಸಾಮಾಜಿಕ ಕ್ಷೇತ್ರದಲ್ಲಿ ಸೇವೆ ಸಲ್ಲಿಸುತ್ತಿದ್ದಾರೆ. (780, 998, 894, 1084)
tribal-headline: ಮಾ.15ರಿಂದ 6 ದಿನ ಗಿರಿಜನ ಆಶ್ರಮ ಶಾಲೆ ಶಿಕ್ಷಕರಿಗೆ ತರಬೇತಿ (52, 1189, 254, 1227)
lead-bullet-1-text: ಬೃಂದಾವನದಲ್ಲಿ ಡಿಸ್ನಿಲ್ಯಾಂಡ್, ಹೆಲಿ ಟೂರಿಸಂ ಸ್ಥಾಪನೆಗೆ ಒತ್ತು (538, 124, 743, 136)
divider-6 (296, 1066, 774, 1067)
vaccine-photo (52, 258, 196, 390)
workers-col-4: ಪತ್ರ ಹಾಗೂ ಬೇಡಿಕೆಗಳ ಮನವಿಯನ್ನು ಜಿಲ್ಲಾಧಿಕಾರಿಗಳ ಮೂಲಕ ಮುಖ್ಯಮಂತ್ರಿಗಳಿಗೆ ಸಲ್ಲಿಸಲಾಯಿತು. ಪ್ರತಿಭಟನೆಯಲ್ಲಿ ಸಂಘಟನೆಯ ಜಿಲ್ಲಾ ಅಧ್ಯಕ್ಷರು, ಕಾರ್ಯದರ್ಶಿ ಹಾಗೂ ನೂರಾರು ಕಾರ್ಮಿಕರು ಭಾಗವಹಿಸಿದ್ದರು. (654, 1260, 770, 1308)
workers-headline-1: ಕನಿಷ್ಠ ಕೂಲಿ ಸೇರಿದಂತೆ ವಿವಿಧ ಬೇಡಿಕೆ (444, 1070, 624, 1088)
